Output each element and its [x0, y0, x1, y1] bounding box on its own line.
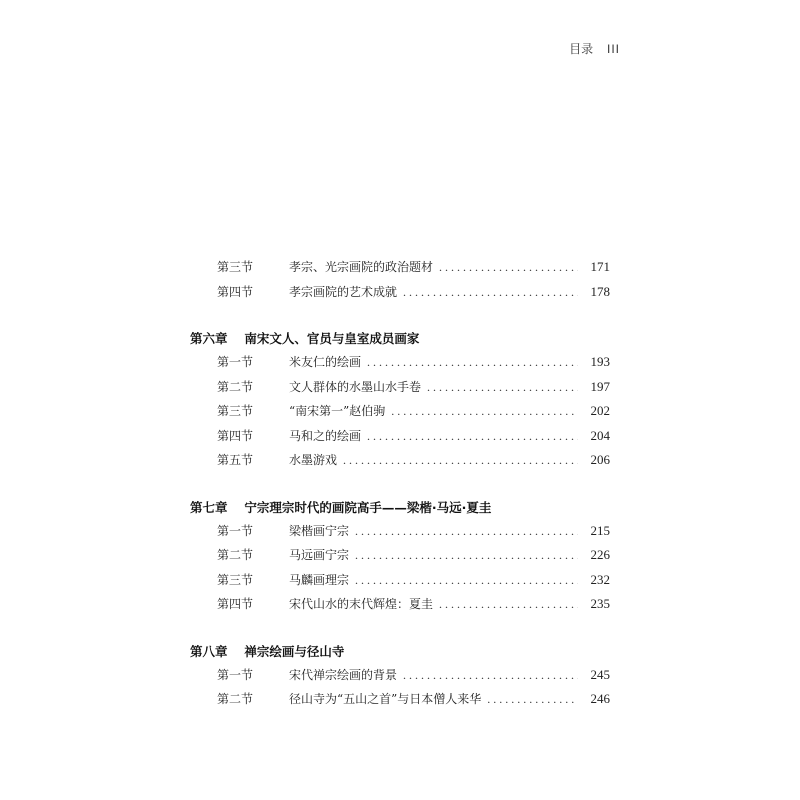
section-title: 马远画宁宗: [289, 548, 350, 562]
section-page: 202: [590, 403, 610, 418]
section-page: 246: [590, 691, 610, 706]
toc-chapter-heading[interactable]: [190, 641, 610, 663]
leader-dots: [439, 255, 578, 280]
toc-section-entry[interactable]: [190, 424, 610, 449]
leader-dots: [367, 424, 578, 449]
toc-chapter-heading[interactable]: [190, 497, 610, 519]
section-number: 第三节: [217, 404, 254, 418]
leader-dots: [355, 519, 578, 544]
section-title: 马和之的绘画: [289, 428, 362, 443]
toc-section-entry[interactable]: [190, 399, 610, 424]
leader-dots: [355, 543, 578, 568]
section-number: 第三节: [217, 572, 254, 587]
section-number: 第四节: [217, 428, 254, 443]
section-page: 226: [590, 547, 610, 562]
toc-section-entry[interactable]: [190, 519, 610, 544]
section-number: 第二节: [217, 692, 254, 706]
section-title: 宋代禅宗绘画的背景: [289, 667, 398, 682]
toc-chapter-heading[interactable]: [190, 328, 610, 350]
section-title: 宋代山水的末代辉煌：夏圭: [289, 597, 434, 611]
toc-section-entry[interactable]: [190, 375, 610, 400]
section-number: 第四节: [217, 284, 254, 299]
toc-section-entry[interactable]: [190, 255, 610, 280]
section-page: 171: [590, 259, 610, 274]
section-number: 第三节: [217, 260, 254, 274]
chapter-number: 第八章: [190, 643, 228, 659]
section-number: 第一节: [217, 355, 254, 369]
section-title: 孝宗画院的艺术成就: [289, 284, 398, 299]
section-title: 水墨游戏: [289, 453, 338, 467]
leader-dots: [343, 448, 578, 473]
section-page: 193: [590, 354, 610, 369]
chapter-title: 宁宗理宗时代的画院高手——梁楷·马远·夏圭: [244, 499, 492, 515]
toc-section-entry[interactable]: [190, 350, 610, 375]
chapter-title: 南宋文人、官员与皇室成员画家: [244, 331, 420, 346]
section-page: 206: [590, 452, 610, 467]
toc-section-entry[interactable]: [190, 568, 610, 593]
toc-section-entry[interactable]: [190, 687, 610, 712]
toc-section-entry[interactable]: [190, 543, 610, 568]
leader-dots: [427, 375, 578, 400]
chapter-number: 第六章: [190, 331, 228, 346]
toc-section-entry[interactable]: [190, 663, 610, 688]
section-title: 马麟画理宗: [289, 572, 350, 587]
section-number: 第二节: [217, 548, 254, 562]
leader-dots: [391, 399, 578, 424]
section-title: 梁楷画宁宗: [289, 523, 350, 538]
section-title: “南宋第一”赵伯驹: [289, 404, 386, 418]
toc-section-entry[interactable]: [190, 592, 610, 617]
leader-dots: [367, 350, 578, 375]
section-number: 第五节: [217, 453, 254, 467]
header-title: 目录: [569, 42, 594, 56]
leader-dots: [403, 280, 578, 305]
toc-section-entry[interactable]: [190, 448, 610, 473]
section-number: 第二节: [217, 379, 254, 394]
section-number: 第一节: [217, 667, 254, 682]
table-of-contents: [190, 255, 610, 712]
section-page: 232: [590, 571, 610, 587]
toc-section-entry[interactable]: [190, 280, 610, 305]
leader-dots: [403, 663, 578, 688]
section-page: 215: [590, 522, 610, 538]
leader-dots: [487, 687, 578, 712]
section-title: 径山寺为“五山之首”与日本僧人来华: [289, 692, 482, 706]
leader-dots: [439, 592, 578, 617]
leader-dots: [355, 568, 578, 593]
section-page: 197: [590, 378, 610, 394]
section-page: 235: [590, 596, 610, 611]
section-page: 245: [590, 666, 610, 682]
section-page: 204: [590, 427, 610, 443]
section-number: 第四节: [217, 597, 254, 611]
chapter-number: 第七章: [190, 499, 228, 515]
section-title: 文人群体的水墨山水手卷: [289, 379, 422, 394]
chapter-title: 禅宗绘画与径山寺: [244, 643, 345, 659]
section-title: 孝宗、光宗画院的政治题材: [289, 260, 434, 274]
running-header: [0, 40, 620, 57]
header-page-number: III: [606, 42, 620, 56]
section-page: 178: [590, 283, 610, 299]
section-number: 第一节: [217, 523, 254, 538]
section-title: 米友仁的绘画: [289, 355, 362, 369]
